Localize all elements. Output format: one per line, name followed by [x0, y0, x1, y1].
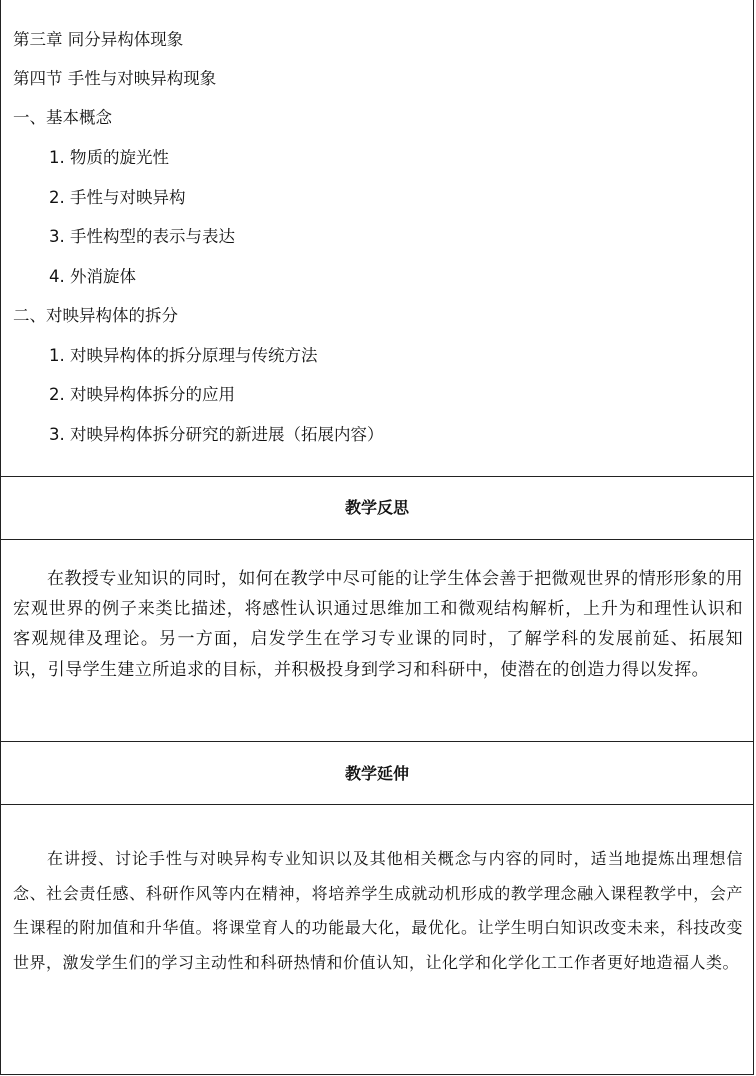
reflection-heading: 教学反思: [344, 498, 409, 517]
part2-item: 2. 对映异构体拆分的应用: [49, 385, 235, 404]
part2-item: 1. 对映异构体的拆分原理与传统方法: [49, 346, 318, 365]
outline-cell: [1, 0, 753, 476]
part2-title: 二、对映异构体的拆分: [13, 306, 178, 325]
part1-item: 4. 外消旋体: [49, 267, 136, 286]
extension-paragraph: 在讲授、讨论手性与对映异构专业知识以及其他相关概念与内容的同时，适当地提炼出理想信念、社会责任感、科研作风等内在精神，将培养学生成就动机形成的教学理念融入课程教学中，会产生课程的附加值和升华值。将课堂育人的功能最大化，最优化。让学生明白知识改变未来，科技改变世界，激发学生们的学习主动性和科研热情和价值认知，让化学和化学化工工作者更好地造福人类。: [13, 849, 743, 972]
part1-item: 2. 手性与对映异构: [49, 188, 186, 207]
part2-item: 3. 对映异构体拆分研究的新进展（拓展内容）: [49, 425, 384, 444]
part1-item: 1. 物质的旋光性: [49, 148, 169, 167]
chapter-title: 第三章 同分异构体现象: [13, 30, 184, 49]
reflection-paragraph: 在教授专业知识的同时，如何在教学中尽可能的让学生体会善于把微观世界的情形形象的用宏观世界的例子来类比描述，将感性认识通过思维加工和微观结构解析，上升为和理性认识和客观规律及理论。另一方面，启发学生在学习专业课的同时，了解学科的发展前延、拓展知识，引导学生建立所追求的目标，并积极投身到学习和科研中，使潜在的创造力得以发挥。: [13, 569, 743, 680]
extension-heading: 教学延伸: [344, 764, 409, 783]
divider: [1, 476, 753, 477]
part1-item: 3. 手性构型的表示与表达: [49, 227, 235, 246]
divider: [1, 539, 753, 540]
divider: [1, 804, 753, 805]
part1-title: 一、基本概念: [13, 108, 112, 127]
divider: [1, 741, 753, 742]
section-title: 第四节 手性与对映异构现象: [13, 69, 217, 88]
